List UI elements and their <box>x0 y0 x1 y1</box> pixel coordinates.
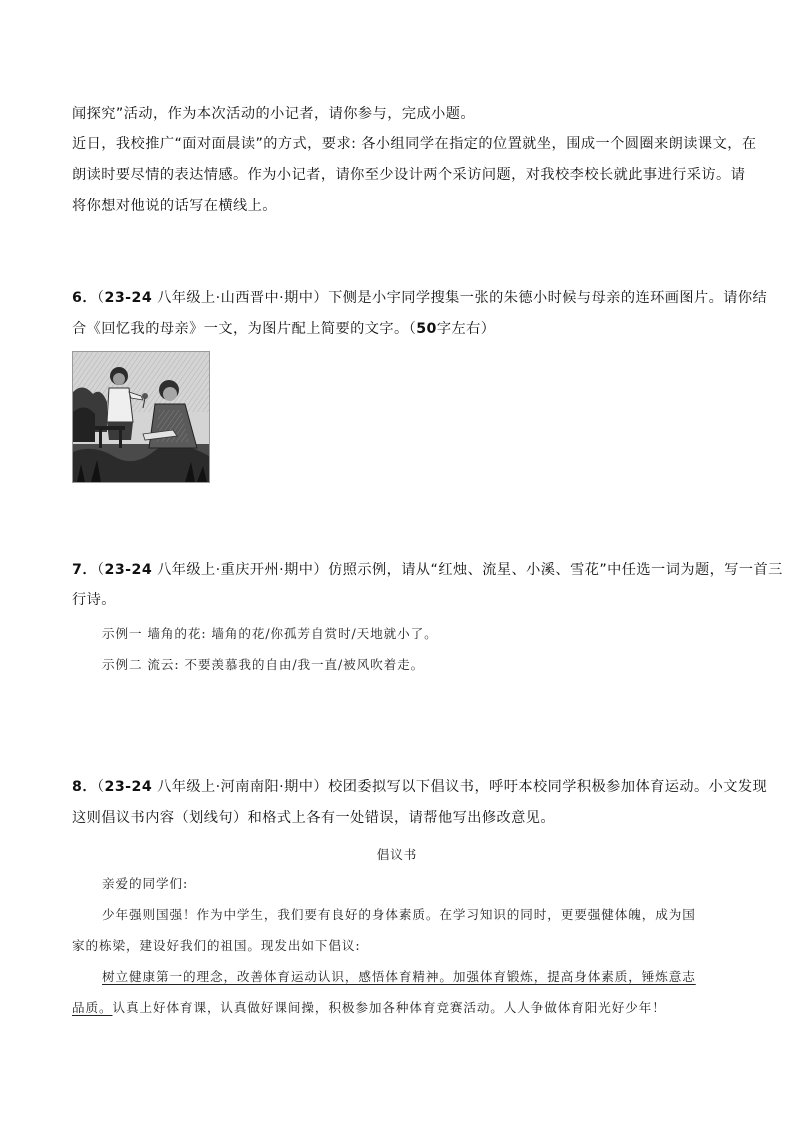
intro-line-1: 闻探究”活动，作为本次活动的小记者，请你参与，完成小题。 <box>72 106 476 122</box>
letter-underlined-sentence-2: 品质。 <box>72 1000 113 1015</box>
question-6-source: 八年级上·山西晋中·期中） <box>152 290 329 306</box>
question-7-source: 八年级上·重庆开州·期中） <box>152 562 329 578</box>
question-6-number: 6． <box>72 290 97 306</box>
question-7-number: 7． <box>72 562 97 578</box>
question-6-word-count: 50 <box>416 321 437 337</box>
comic-illustration <box>72 351 210 483</box>
question-7-source-year: 23-24 <box>104 562 153 578</box>
question-8-line-1 <box>72 776 767 796</box>
letter-paragraph-2-line-2 <box>72 997 666 1016</box>
question-8-line-2: 这则倡议书内容（划线句）和格式上各有一处错误，请帮他写出修改意见。 <box>72 810 556 826</box>
letter-paragraph-1-line-2: 家的栋梁，建设好我们的祖国。现发出如下倡议: <box>72 938 361 953</box>
question-7-line-2: 行诗。 <box>72 592 116 608</box>
intro-line-3: 朗读时要尽情的表达情感。作为小记者，请你至少设计两个采访问题，对我校李校长就此事进行采访。请 <box>72 167 746 183</box>
intro-line-2: 近日，我校推广“面对面晨读”的方式，要求: 各小组同学在指定的位置就坐，围成一个圆圈来朗读课文，在 <box>72 136 757 152</box>
question-8-source: 八年级上·河南南阳·期中） <box>152 779 329 795</box>
question-7-line-1 <box>72 559 783 579</box>
question-6-source-year: 23-24 <box>104 290 153 306</box>
question-8-number: 8． <box>72 779 97 795</box>
question-8-source-year: 23-24 <box>104 779 153 795</box>
letter-title: 倡议书 <box>376 847 418 862</box>
question-6-source-open: （ <box>96 290 105 306</box>
question-6-line-2 <box>72 318 495 338</box>
question-6-line-1 <box>72 287 767 307</box>
question-6-prompt-cont: 合《回忆我的母亲》一文，为图片配上简要的文字。（ <box>72 321 417 337</box>
question-6-prompt: 下侧是小宇同学搜集一张的朱德小时候与母亲的连环画图片。请你结 <box>328 290 768 306</box>
question-7-source-open: （ <box>96 562 105 578</box>
question-7-example-2: 示例二 流云: 不要羡慕我的自由/我一直/被风吹着走。 <box>102 657 425 672</box>
intro-line-4: 将你想对他说的话写在横线上。 <box>72 198 277 214</box>
question-8-source-open: （ <box>96 779 105 795</box>
question-6-word-count-unit: 字左右） <box>436 321 496 337</box>
letter-salutation: 亲爱的同学们: <box>102 876 189 891</box>
letter-underlined-sentence-1: 树立健康第一的理念，改善体育运动认识，感悟体育精神。加强体育锻炼，提高身体素质，锤炼意志 <box>102 969 696 984</box>
question-7-example-1: 示例一 墙角的花: 墙角的花/你孤芳自赏时/天地就小了。 <box>102 626 438 641</box>
letter-paragraph-1-line-1: 少年强则国强！作为中学生，我们要有良好的身体素质。在学习知识的同时，更要强健体魄，成为国 <box>102 907 696 922</box>
question-7-prompt: 仿照示例，请从“红烛、流星、小溪、雪花”中任选一词为题，写一首三 <box>328 562 783 578</box>
letter-paragraph-2-rest: 认真上好体育课，认真做好课间操，积极参加各种体育竞赛活动。人人争做体育阳光好少年！ <box>112 1000 666 1015</box>
question-8-prompt: 校团委拟写以下倡议书，呼吁本校同学积极参加体育运动。小文发现 <box>328 779 768 795</box>
